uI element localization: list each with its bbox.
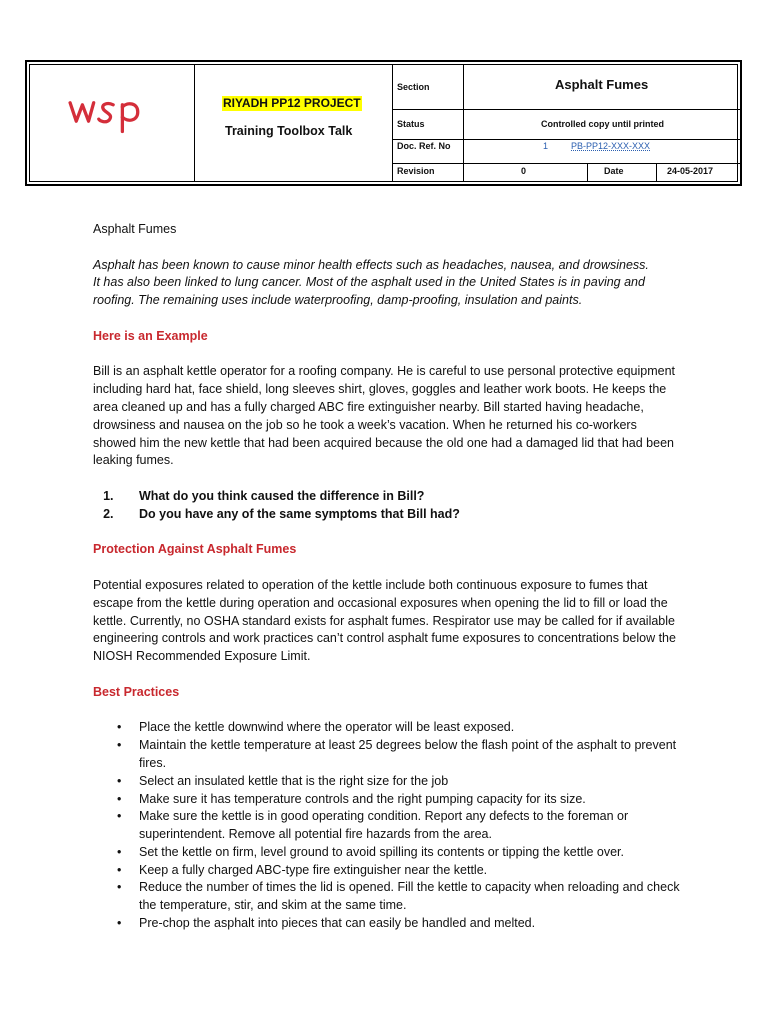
document-type: Training Toolbox Talk (225, 124, 353, 138)
list-item (119, 808, 683, 844)
list-item (119, 915, 683, 933)
wsp-logo (66, 92, 148, 134)
project-name: RIYADH PP12 PROJECT (223, 96, 361, 110)
list-item (119, 737, 683, 773)
status-label: Status (397, 119, 425, 129)
list-item-text: Select an insulated kettle that is the right size for the job (139, 773, 449, 788)
list-item-text: Reduce the number of times the lid is opened. Fill the kettle to capacity when reloading and check the temperature, stir, and skim at the same time. (139, 880, 680, 913)
list-item-text: Make sure it has temperature controls and the right pumping capacity for its size. (139, 791, 586, 806)
intro-paragraph-2: It has also been linked to lung cancer. Most of the asphalt used in the United States is in paving and roofing. The remaining uses include waterproofing, damp-proofing, insulation and paints. (93, 275, 645, 308)
question-item: 2. Do you have any of the same symptoms that Bill had? (117, 506, 683, 524)
section-label: Section (397, 82, 430, 92)
divider (392, 163, 742, 164)
list-item-text: Pre-chop the asphalt into pieces that can easily be handled and melted. (139, 916, 536, 931)
list-item-text: Set the kettle on firm, level ground to avoid spilling its contents or tipping the kettle over. (139, 844, 624, 859)
docref-value: PB-PP12-XXX-XXX (571, 141, 651, 151)
list-item-text: Keep a fully charged ABC-type fire extinguisher near the kettle. (139, 862, 488, 877)
bullet-icon: • (117, 880, 122, 895)
example-paragraph: Bill is an asphalt kettle operator for a roofing company. He is careful to use personal protective equipment including hard hat, face shield, long sleeves shirt, gloves, goggles and leather work boots. He keeps the area cleaned up and has a fully charged ABC fire extinguisher nearby. Bill started having headache, drowsiness and nausea on the job so he took a week’s vacation. When he returned his co-workers showed him the new kettle that had been acquired because the old one had a damaged lid that had been leaking fumes. (93, 364, 676, 468)
question-item: 1. What do you think caused the difference in Bill? (117, 488, 683, 506)
revision-label: Revision (397, 166, 435, 176)
bullet-icon: • (117, 862, 122, 877)
bullet-icon: • (117, 791, 122, 806)
date-value: 24-05-2017 (667, 166, 714, 176)
best-practices-heading: Best Practices (93, 684, 180, 699)
protection-paragraph: Potential exposures related to operation of the kettle include both continuous exposure to fumes that escape from the kettle during operation and occasional exposures when opening the lid to fill or load the kettle. Currently, no OSHA standard exists for asphalt fumes. Respirator use may be called for if available engineering controls and work practices can’t control asphalt fume exposures to concentrations below the NIOSH Recommended Exposure Limit. (93, 577, 676, 664)
protection-heading: Protection Against Asphalt Fumes (93, 542, 297, 557)
list-item (119, 844, 683, 862)
document-body (93, 221, 683, 933)
questions-list (93, 488, 683, 524)
section-value: Asphalt Fumes (555, 77, 649, 92)
list-item-text: Place the kettle downwind where the operator will be least exposed. (139, 720, 515, 735)
list-item (119, 862, 683, 880)
date-label: Date (604, 166, 624, 176)
example-heading: Here is an Example (93, 328, 208, 343)
list-item (119, 719, 683, 737)
list-item-text: Maintain the kettle temperature at least 25 degrees below the flash point of the asphalt to prevent fires. (139, 738, 677, 770)
divider (656, 163, 657, 181)
divider (587, 163, 588, 181)
revision-value: 0 (521, 166, 527, 176)
divider (392, 109, 742, 110)
bullet-icon: • (117, 773, 122, 788)
best-practices-list (93, 719, 683, 933)
intro-paragraph-1: Asphalt has been known to cause minor health effects such as headaches, nausea, and drowsiness. (93, 257, 649, 272)
status-value: Controlled copy until printed (541, 119, 664, 129)
document-title: Asphalt Fumes (93, 222, 177, 236)
bullet-icon: • (117, 720, 122, 735)
divider (392, 139, 742, 140)
bullet-icon: • (117, 738, 122, 753)
bullet-icon: • (117, 844, 122, 859)
bullet-icon: • (117, 809, 122, 824)
list-item (119, 879, 683, 915)
list-item-text: Make sure the kettle is in good operating condition. Report any defects to the foreman or superintendent. Remove all potential fire hazards from the area. (139, 809, 629, 842)
divider (194, 65, 195, 181)
docref-label: Doc. Ref. No (397, 141, 451, 151)
list-item (119, 773, 683, 791)
docref-number: 1 (543, 141, 549, 151)
list-item (119, 791, 683, 809)
bullet-icon: • (117, 916, 122, 931)
